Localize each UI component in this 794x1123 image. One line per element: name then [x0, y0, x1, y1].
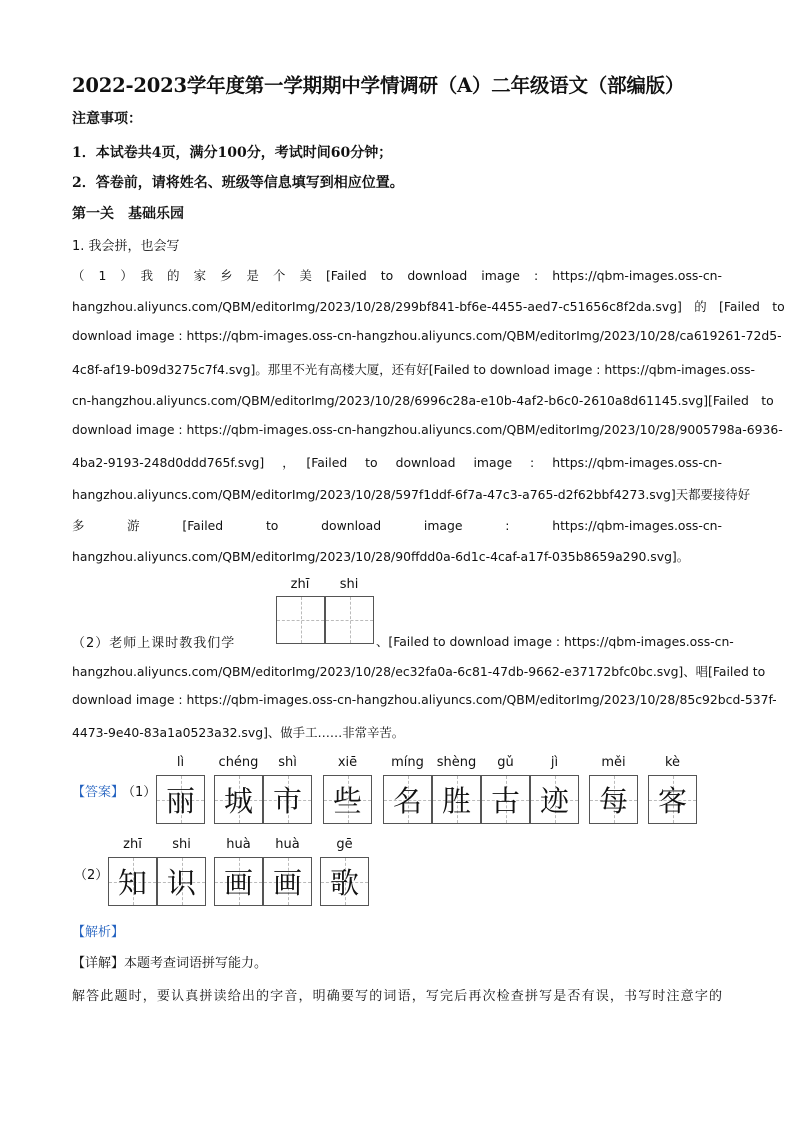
answer-pinyin: míng [391, 755, 424, 770]
answer-char-grid [320, 857, 369, 906]
answer-blank-grid-2[interactable] [325, 596, 374, 644]
answer-pinyin: chéng [218, 755, 259, 770]
question-part2-line: hangzhou.aliyuncs.com/QBM/editorImg/2023/10/28/ec32fa0a-6c81-47db-9662-e37172bfc0bc.svg]、唱[Failed to [72, 664, 766, 679]
question-part2-line: 4473-9e40-83a1a0523a32.svg]、做手工……非常辛苦。 [72, 725, 405, 740]
analysis-text: 解答此题时，要认真拼读给出的字音，明确要写的词语，写完后再次检查拼写是否有误，书写时注意字的 [72, 989, 722, 1004]
question-part1-line: 4c8f-af19-b09d3275c7f4.svg]。那里不光有高楼大厦，还有好[Failed to download image : https://qbm-images.oss- [72, 362, 756, 377]
question-part1-line: 4ba2-9193-248d0ddd765f.svg] ， [Failed to download image : https://qbm-images.oss-cn- [72, 455, 722, 470]
answer-char: 些 [332, 784, 362, 818]
notice-heading: 注意事项： [72, 111, 142, 127]
answer-char: 画 [223, 866, 253, 900]
question-part1-line: hangzhou.aliyuncs.com/QBM/editorImg/2023/10/28/299bf841-bf6e-4455-aed7-c51656c8f2da.svg] 的 [Failed to [72, 299, 785, 314]
answer-pinyin: shì [278, 755, 297, 770]
answer-char: 客 [657, 784, 687, 818]
answer-char-grid [108, 857, 157, 906]
answer-char-grid [530, 775, 579, 824]
answer-char-grid [263, 775, 312, 824]
question-part1-line: hangzhou.aliyuncs.com/QBM/editorImg/2023/10/28/597f1ddf-6f7a-47c3-a765-d2f62bbf4273.svg]天都要接待好 [72, 487, 751, 502]
answer-char-grid [383, 775, 432, 824]
notice-item-2: 2．答卷前，请将姓名、班级等信息填写到相应位置。 [72, 175, 404, 191]
answer-pinyin: jì [550, 755, 559, 770]
answer-char: 迹 [539, 784, 569, 818]
answer-char: 丽 [165, 784, 195, 818]
answer-pinyin: lì [176, 755, 185, 770]
answer-char-grid [214, 857, 263, 906]
question-part1-line: （ 1 ） 我 的 家 乡 是 个 美 [Failed to download image : https://qbm-images.oss-cn- [72, 268, 722, 283]
answer-char: 城 [223, 784, 253, 818]
answer-char: 每 [598, 784, 628, 818]
question-part1-line: download image : https://qbm-images.oss-cn-hangzhou.aliyuncs.com/QBM/editorImg/2023/10/28/ca619261-72d5- [72, 328, 782, 343]
section-heading: 第一关 基础乐园 [72, 206, 184, 222]
answer-pinyin: huà [226, 837, 251, 852]
answer-char-grid [323, 775, 372, 824]
answer-pinyin: huà [275, 837, 300, 852]
answer-pinyin: gǔ [497, 755, 514, 770]
question-stem: 1. 我会拼，也会写 [72, 239, 180, 254]
answer-pinyin: xiē [337, 755, 358, 770]
answer-pinyin: zhī [123, 837, 142, 852]
question-part2-line: download image : https://qbm-images.oss-cn-hangzhou.aliyuncs.com/QBM/editorImg/2023/10/28/85c92bcd-537f- [72, 692, 777, 707]
answer-pinyin: shi [172, 837, 191, 852]
analysis-detail: 【详解】本题考查词语拼写能力。 [72, 956, 268, 971]
answer-char-grid [432, 775, 481, 824]
answer-char-grid [589, 775, 638, 824]
answer-char-grid [648, 775, 697, 824]
question-part1-line: hangzhou.aliyuncs.com/QBM/editorImg/2023/10/28/90ffdd0a-6d1c-4caf-a17f-035b8659a290.svg]。 [72, 549, 690, 564]
answer-char: 识 [166, 866, 196, 900]
answer-char: 市 [272, 784, 302, 818]
answer-blank-grid-1[interactable] [276, 596, 325, 644]
answer-char-grid [156, 775, 205, 824]
blank-pinyin-2: shi [339, 577, 359, 592]
blank-pinyin-1: zhī [290, 577, 310, 592]
answer-char-grid [157, 857, 206, 906]
answer-pinyin: kè [664, 755, 681, 770]
answer-char-grid [481, 775, 530, 824]
answer-pinyin: gē [336, 837, 353, 852]
answer-char: 知 [117, 866, 147, 900]
question-part1-line: download image : https://qbm-images.oss-cn-hangzhou.aliyuncs.com/QBM/editorImg/2023/10/28/9005798a-6936- [72, 422, 783, 437]
answer-char: 画 [272, 866, 302, 900]
answer-char: 古 [490, 784, 520, 818]
question-part1-line: cn-hangzhou.aliyuncs.com/QBM/editorImg/2023/10/28/6996c28a-e10b-4af2-b6c0-2610a8d61145.svg][Failed to [72, 393, 774, 408]
question-part1-line: 多 游 [Failed to download image : https://qbm-images.oss-cn- [72, 518, 722, 533]
question-part2-lead: （2）老师上课时教我们学 [72, 636, 236, 651]
notice-item-1: 1．本试卷共4页，满分100分，考试时间60分钟； [72, 145, 393, 161]
answer-char: 名 [392, 784, 422, 818]
answer-char-grid [263, 857, 312, 906]
answer-label: 【答案】 [72, 785, 125, 800]
answer-part2-label: （2） [74, 868, 109, 883]
answer-char-grid [214, 775, 263, 824]
analysis-label: 【解析】 [72, 925, 125, 940]
answer-char: 胜 [441, 784, 471, 818]
answer-pinyin: měi [601, 755, 626, 770]
question-part2-rest: 、[Failed to download image : https://qbm-images.oss-cn- [376, 634, 734, 649]
exam-title: 2022-2023学年度第一学期期中学情调研（A）二年级语文（部编版） [72, 74, 685, 97]
answer-char: 歌 [329, 866, 359, 900]
answer-part1-label: （1） [122, 785, 157, 800]
answer-pinyin: shèng [436, 755, 477, 770]
